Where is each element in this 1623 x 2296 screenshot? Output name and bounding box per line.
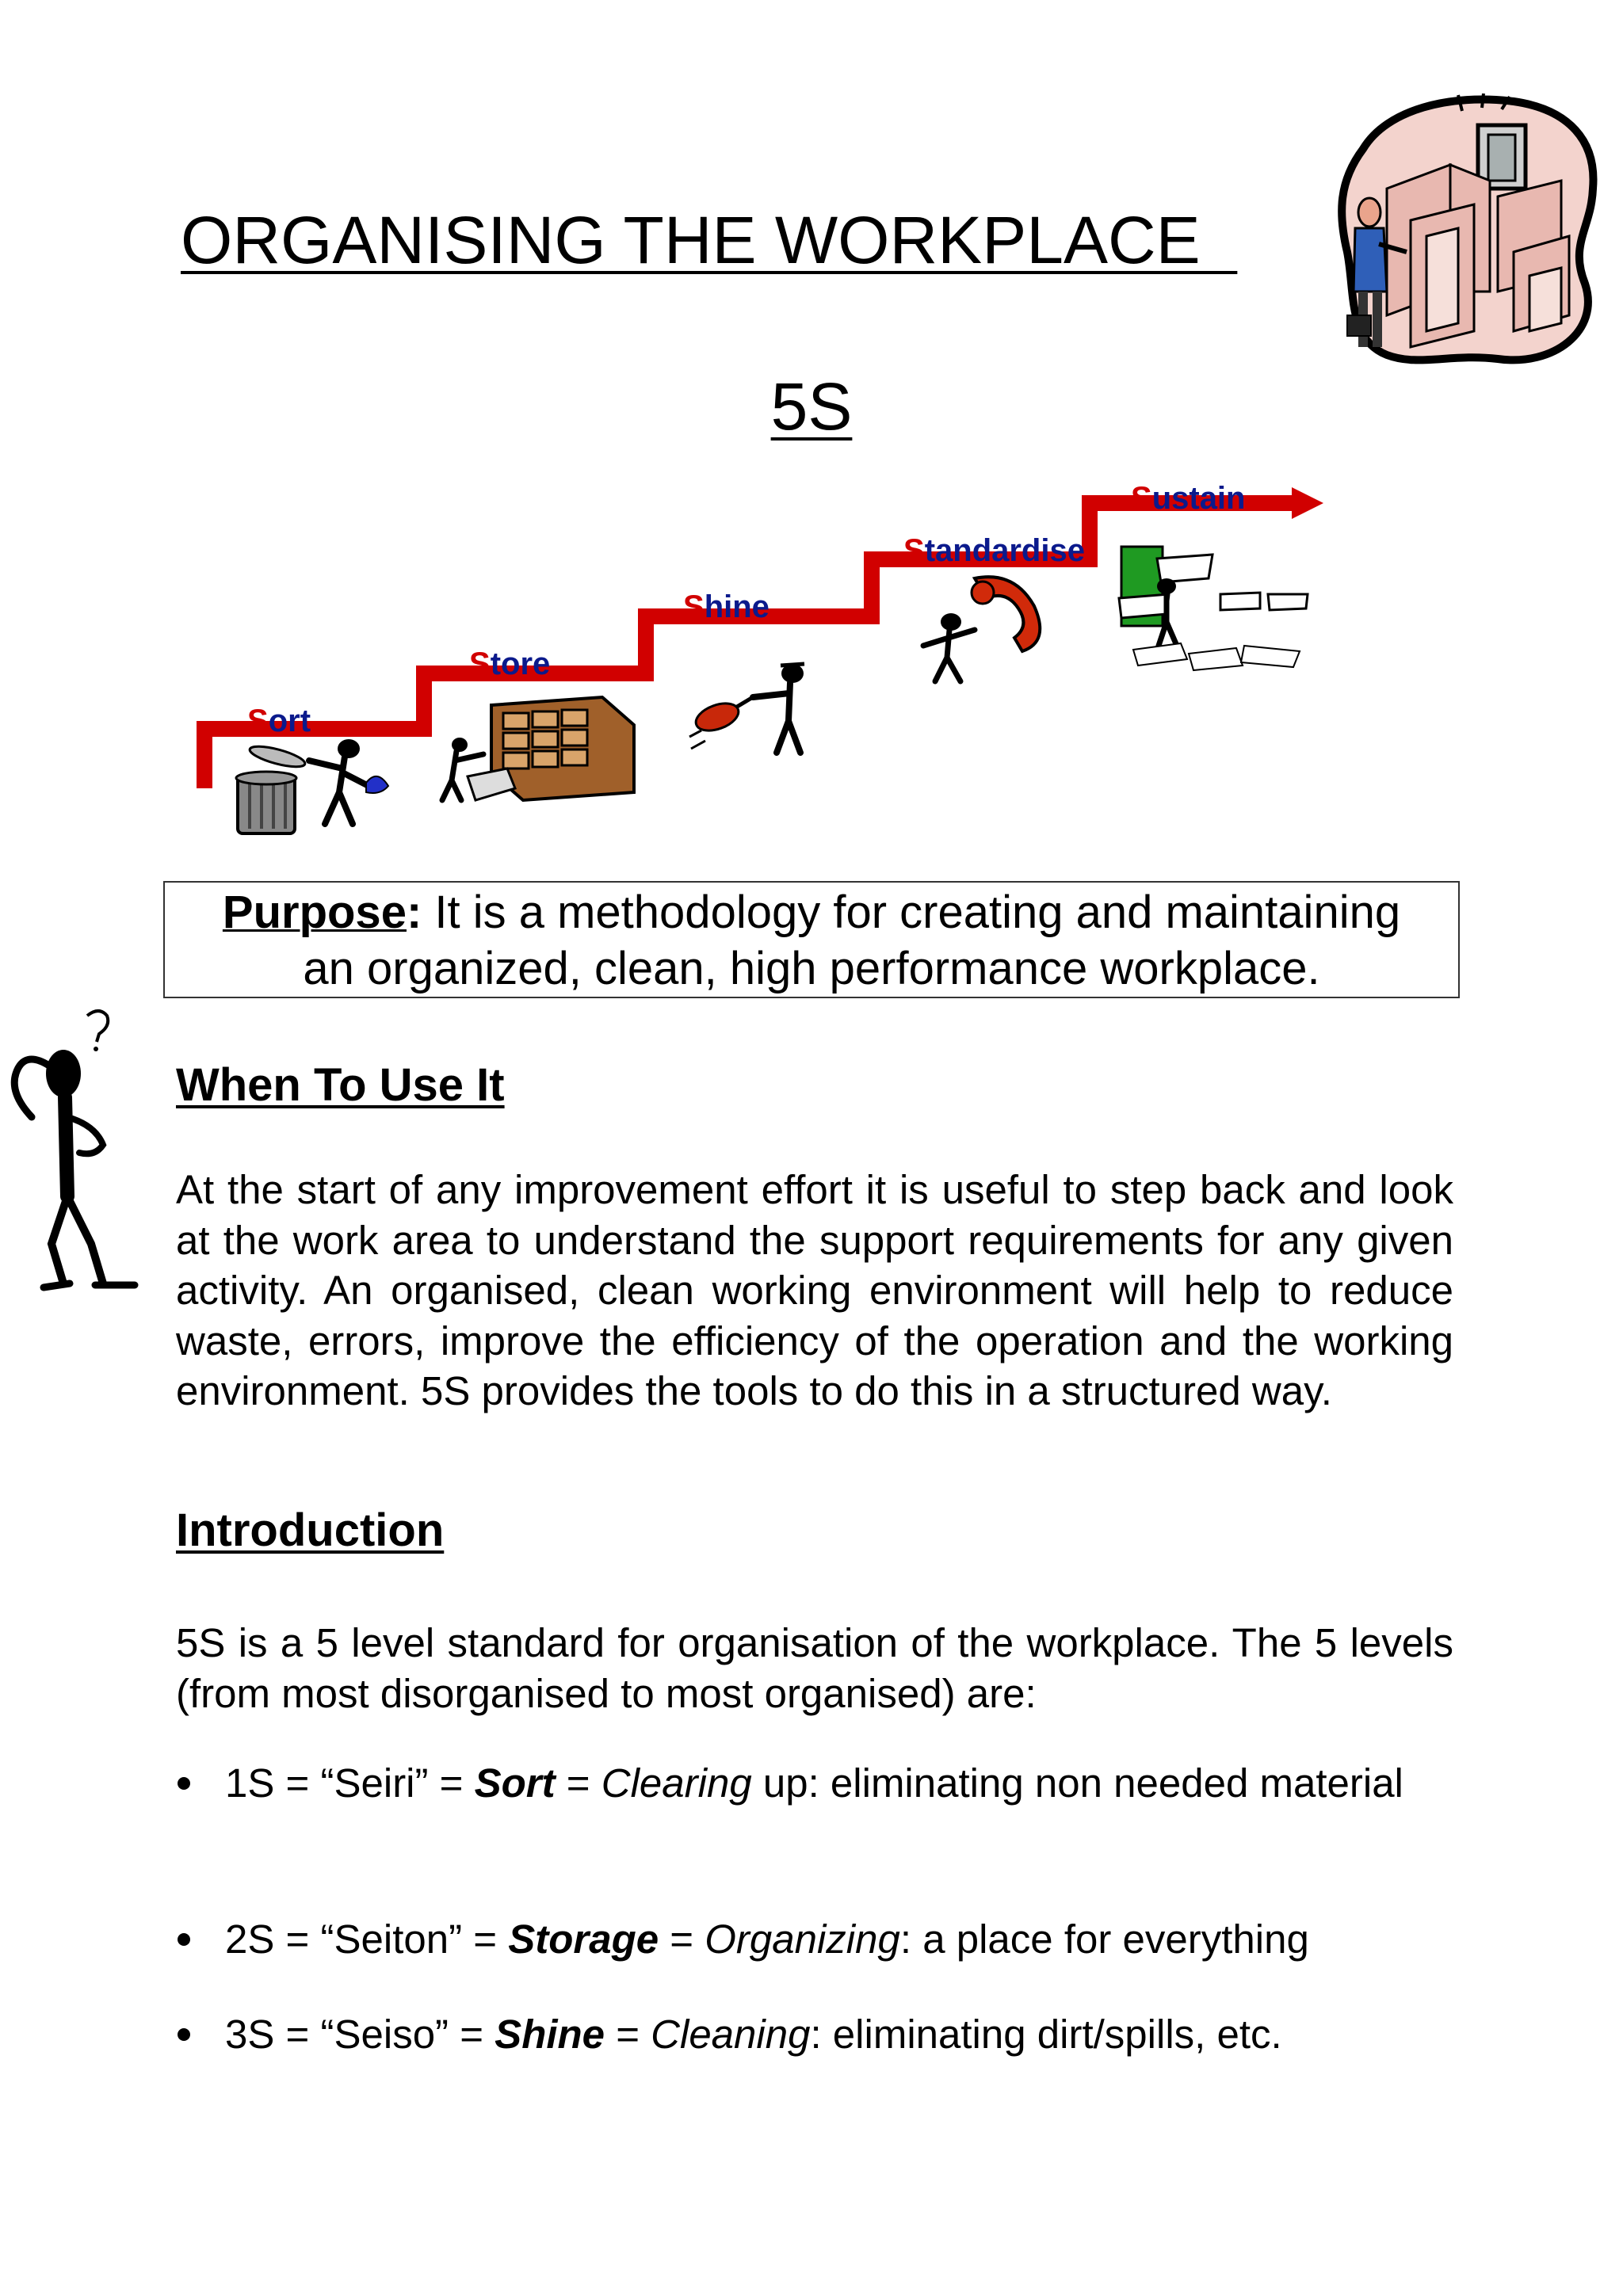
thinking-person-picture <box>0 1006 147 1307</box>
bullet-dot <box>178 2028 190 2041</box>
5s-staircase-diagram <box>190 475 1331 848</box>
when-to-use-heading: When To Use It <box>176 1059 505 1111</box>
standardise-figure <box>923 577 1040 681</box>
document-title: ORGANISING THE WORKPLACE <box>181 203 1238 277</box>
step-label-store: Store <box>469 646 551 681</box>
when-to-use-paragraph: At the start of any improvement effort it is useful to step back and look at the work area to understand the support requirements for any given activity. An organised, clean working environment will help to reduce waste, errors, improve the efficiency of the operation and the working environment. 5S provides the tools to do this in a structured way. <box>176 1167 1453 1413</box>
purpose-line-2: an organized, clean, high performance workplace. <box>303 943 1320 994</box>
shine-figure <box>689 664 804 753</box>
office-maze-picture <box>1331 93 1601 377</box>
sort-figure <box>236 739 388 833</box>
purpose-line-1: Purpose: It is a methodology for creating and maintaining <box>222 887 1401 938</box>
bullet-dot <box>178 1933 190 1946</box>
staircase-art <box>190 475 1331 848</box>
staircase-arrow-head <box>1292 487 1323 519</box>
step-label-shine: Shine <box>683 589 769 624</box>
store-figure <box>442 697 634 800</box>
list-item: 3S = “Seiso” = Shine = Cleaning: eliminating dirt/spills, etc. <box>176 2010 1453 2058</box>
list-item: 1S = “Seiri” = Sort = Clearing up: eliminating non needed material <box>176 1759 1453 1807</box>
purpose-box <box>163 881 1460 998</box>
step-label-standardise: Standardise <box>903 533 1085 568</box>
step-label-sort: Sort <box>247 704 311 738</box>
document-subtitle: 5S <box>770 369 853 444</box>
introduction-paragraph: 5S is a 5 level standard for organisation of the workplace. The 5 levels (from most disorganised to most organised) are: <box>176 1620 1453 1716</box>
introduction-heading: Introduction <box>176 1505 445 1556</box>
step-label-sustain: Sustain <box>1131 481 1246 516</box>
sustain-figure <box>1119 547 1308 670</box>
list-item: 2S = “Seiton” = Storage = Organizing: a place for everything <box>176 1915 1453 1963</box>
purpose-label: Purpose <box>222 887 407 938</box>
bullet-dot <box>178 1777 190 1790</box>
